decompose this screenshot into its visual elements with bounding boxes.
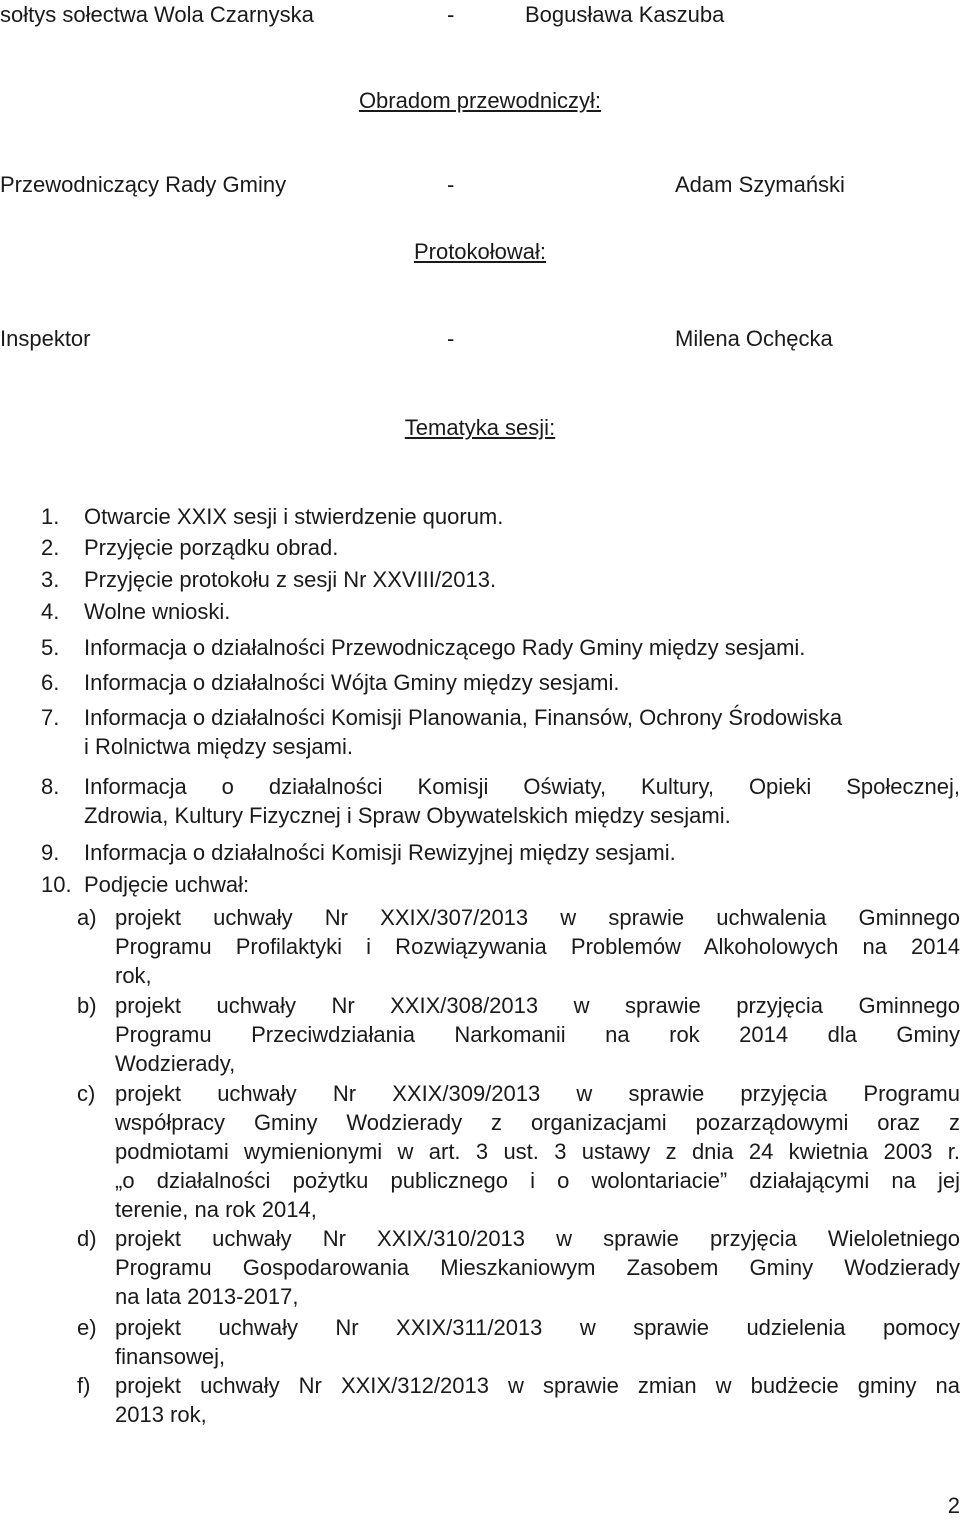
resolution-text: Programu Profilaktyki i Rozwiązywania Problemów Alkoholowych na 2014: [115, 934, 960, 959]
agenda-text: Informacja o działalności Wójta Gminy między sesjami.: [84, 670, 620, 695]
resolution-text: projekt uchwały Nr XXIX/307/2013 w sprawie uchwalenia Gminnego: [115, 905, 960, 930]
resolution-letter: b): [77, 993, 97, 1018]
official-name: Adam Szymański: [675, 172, 845, 197]
agenda-item: [41, 772, 960, 830]
agenda-text: Otwarcie XXIX sesji i stwierdzenie quorum.: [84, 504, 504, 529]
agenda-text: Zdrowia, Kultury Fizycznej i Spraw Obywatelskich między sesjami.: [84, 803, 731, 828]
resolution-letter: c): [77, 1081, 96, 1106]
agenda-number: 10.: [41, 872, 72, 897]
resolution-text: projekt uchwały Nr XXIX/308/2013 w sprawie przyjęcia Gminnego: [115, 993, 960, 1018]
resolution-text: współpracy Gminy Wodzierady z organizacjami pozarządowymi oraz z: [115, 1110, 960, 1135]
resolution-item: [77, 1371, 960, 1429]
heading-recorded: Protokołował:: [413, 239, 547, 264]
heading-chaired: Obradom przewodniczył:: [358, 88, 602, 113]
agenda-number: 3.: [41, 567, 60, 592]
resolution-letter: a): [77, 905, 97, 930]
resolution-text: projekt uchwały Nr XXIX/312/2013 w sprawie zmian w budżecie gminy na: [115, 1373, 960, 1398]
heading-topics: Tematyka sesji:: [404, 415, 556, 440]
agenda-item: [41, 838, 960, 867]
agenda-number: 1.: [41, 504, 60, 529]
agenda-item: [41, 502, 960, 531]
agenda-item: [41, 533, 960, 562]
resolution-letter: d): [77, 1226, 97, 1251]
official-dash: -: [447, 326, 455, 351]
resolution-text: Programu Przeciwdziałania Narkomanii na rok 2014 dla Gminy: [115, 1022, 960, 1047]
resolution-item: [77, 1224, 960, 1311]
agenda-item: [41, 597, 960, 626]
agenda-item: [41, 870, 960, 899]
official-role: Przewodniczący Rady Gminy: [0, 172, 287, 197]
agenda-text: Informacja o działalności Komisji Planowania, Finansów, Ochrony Środowiska: [84, 705, 843, 730]
resolution-text: projekt uchwały Nr XXIX/309/2013 w sprawie przyjęcia Programu: [115, 1081, 960, 1106]
resolution-text: podmiotami wymienionymi w art. 3 ust. 3 ustawy z dnia 24 kwietnia 2003 r.: [115, 1139, 960, 1164]
resolution-item: [77, 991, 960, 1078]
agenda-item: [41, 703, 960, 761]
official-row-soltys: [0, 0, 960, 30]
agenda-item: [41, 668, 960, 697]
resolution-text: projekt uchwały Nr XXIX/311/2013 w sprawie udzielenia pomocy: [115, 1315, 960, 1340]
resolution-item: [77, 903, 960, 990]
agenda-number: 9.: [41, 840, 60, 865]
agenda-item: [41, 633, 960, 662]
agenda-number: 5.: [41, 635, 60, 660]
agenda-text: Wolne wnioski.: [84, 599, 231, 624]
agenda-number: 7.: [41, 705, 60, 730]
official-name: Milena Ochęcka: [675, 326, 833, 351]
agenda-text: Podjęcie uchwał:: [84, 872, 250, 897]
page-number: 2: [947, 1493, 960, 1518]
resolution-text: terenie, na rok 2014,: [115, 1197, 317, 1222]
agenda-text: Informacja o działalności Przewodniczącego Rady Gminy między sesjami.: [84, 635, 806, 660]
resolution-text: rok,: [115, 963, 152, 988]
agenda-text: Informacja o działalności Komisji Oświaty, Kultury, Opieki Społecznej,: [84, 774, 960, 799]
official-name: Bogusława Kaszuba: [525, 2, 725, 27]
agenda-text: i Rolnictwa między sesjami.: [84, 734, 353, 759]
resolution-letter: f): [77, 1373, 91, 1398]
agenda-number: 2.: [41, 535, 60, 560]
agenda-text: Przyjęcie protokołu z sesji Nr XXVIII/2013.: [84, 567, 497, 592]
resolution-text: „o działalności pożytku publicznego i o wolontariacie” działającymi na jej: [115, 1168, 960, 1193]
agenda-number: 6.: [41, 670, 60, 695]
agenda-number: 8.: [41, 774, 60, 799]
official-dash: -: [447, 172, 455, 197]
official-row-inspector: [0, 324, 960, 354]
resolution-text: projekt uchwały Nr XXIX/310/2013 w sprawie przyjęcia Wieloletniego: [115, 1226, 960, 1251]
resolution-text: Programu Gospodarowania Mieszkaniowym Zasobem Gminy Wodzierady: [115, 1255, 960, 1280]
agenda-number: 4.: [41, 599, 60, 624]
agenda-text: Przyjęcie porządku obrad.: [84, 535, 339, 560]
official-dash: -: [447, 2, 455, 27]
agenda-text: Informacja o działalności Komisji Rewizyjnej między sesjami.: [84, 840, 676, 865]
resolution-text: Wodzierady,: [115, 1051, 236, 1076]
official-role: sołtys sołectwa Wola Czarnyska: [0, 2, 314, 27]
resolution-text: 2013 rok,: [115, 1402, 207, 1427]
official-role: Inspektor: [0, 326, 91, 351]
official-row-chair: [0, 170, 960, 200]
agenda-item: [41, 565, 960, 594]
resolution-text: na lata 2013-2017,: [115, 1284, 299, 1309]
resolution-item: [77, 1313, 960, 1371]
resolution-letter: e): [77, 1315, 97, 1340]
resolution-text: finansowej,: [115, 1344, 226, 1369]
resolution-item: [77, 1079, 960, 1224]
